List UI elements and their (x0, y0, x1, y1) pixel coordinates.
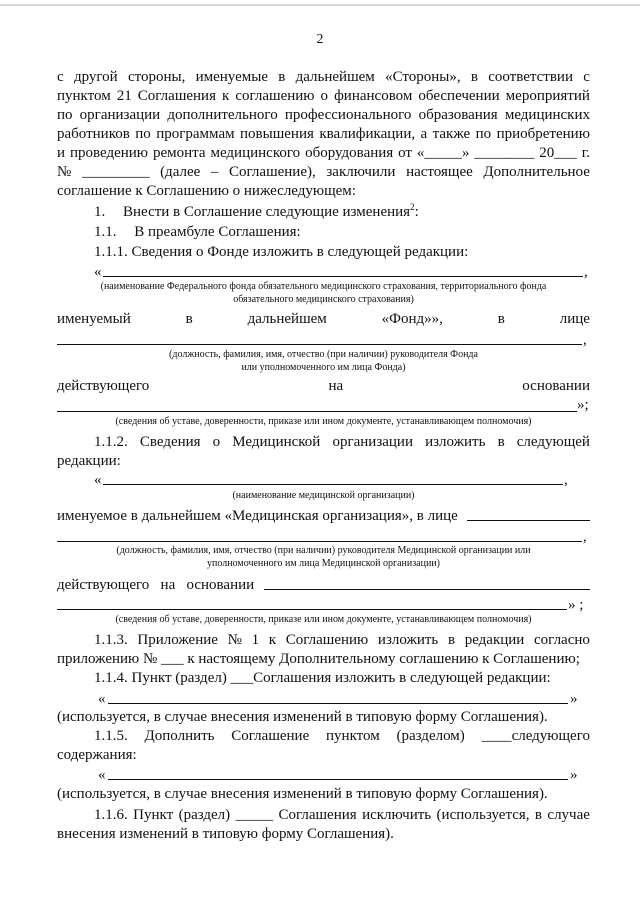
word: о (320, 88, 329, 104)
word: основании (522, 378, 590, 394)
mo-named-line: именуемое в дальнейшем «Медицинская организация», в лице (57, 508, 458, 524)
word: Сведения (139, 434, 201, 450)
word: о (212, 434, 221, 450)
intro-line-6 (57, 163, 590, 181)
word: согласно (534, 632, 590, 648)
item-1-1-5-line-1 (94, 727, 590, 745)
word: редакции (464, 632, 525, 648)
word: (разделом) (396, 728, 465, 744)
word: соглашению (235, 88, 315, 104)
mo-named-blank (467, 520, 590, 521)
word: Медицинской (232, 434, 321, 450)
page-number: 2 (316, 32, 324, 47)
word: образования (418, 107, 498, 123)
item-1-1-5-close-quote: » (570, 767, 578, 783)
word: Соглашению (285, 632, 369, 648)
word: медицинских (504, 107, 590, 123)
word: изложить (377, 632, 439, 648)
item-1 (94, 203, 419, 221)
mo-basis-end: » ; (568, 597, 584, 613)
word: следующей (516, 434, 590, 450)
word: в (278, 69, 286, 85)
item-1-1-2-line-1 (94, 433, 590, 451)
word: (раздел) (178, 807, 231, 823)
item-1-1-5-open-quote: « (98, 767, 106, 783)
item-1-1-1: 1.1.1. Сведения о Фонде изложить в следующей редакции: (94, 244, 469, 260)
word: _____ (235, 807, 274, 823)
word: обеспечении (418, 88, 500, 104)
word: Соглашение (231, 728, 310, 744)
word: именуемый (57, 311, 131, 327)
intro-line-4 (57, 125, 590, 143)
word: мероприятий (505, 88, 590, 104)
word: случае (547, 807, 590, 823)
word: квалификации, (319, 126, 416, 142)
word: действующего (57, 378, 150, 394)
word: лице (559, 311, 590, 327)
word: также (432, 126, 471, 142)
word: именуемые (195, 69, 268, 85)
scan-top-border (0, 4, 640, 6)
mo-name-comma: , (564, 472, 568, 488)
word: 1 (251, 632, 260, 648)
fund-basis-end: »; (577, 397, 589, 413)
word: Дополнить (144, 728, 215, 744)
word: (далее (160, 164, 201, 180)
intro-line-1 (57, 68, 590, 86)
word: организации (79, 107, 161, 123)
fund-head-comma: , (583, 332, 587, 348)
item-1-1-5-note: (используется, в случае внесения изменений в типовую форму Соглашения). (57, 786, 548, 802)
intro-line-3 (57, 106, 590, 124)
word: с (57, 69, 64, 85)
word: от (398, 145, 412, 161)
item-1-1-4-line-1: 1.1.4. Пункт (раздел) ___Соглашения изложить в следующей редакции: (94, 670, 551, 686)
word: Пункт (133, 807, 174, 823)
fund-name-caption-2: обязательного медицинского страхования) (233, 294, 414, 305)
word: 1.1.3. (94, 632, 128, 648)
fund-name-caption-1: (наименование Федерального фонда обязательного медицинского страхования, территориального фонда (100, 281, 547, 292)
intro-line-5 (57, 144, 590, 162)
word: и (57, 145, 66, 161)
word: г. (581, 145, 590, 161)
mo-basis-line (57, 609, 567, 610)
mo-acting-blank (264, 589, 590, 590)
word: настоящее (406, 164, 473, 180)
word: в (447, 632, 456, 648)
word: изложить (425, 434, 486, 450)
word: работников (57, 126, 130, 142)
word: к (222, 88, 230, 104)
fund-acting-line (57, 377, 590, 395)
item-1-1-6-line-2: внесения изменений в типовую форму Соглашения). (57, 826, 394, 842)
intro-line-7: соглашение к Соглашению о нижеследующем: (57, 183, 356, 199)
fund-head-line (57, 344, 582, 345)
item-1-number: 1. (94, 204, 106, 220)
word: организации (332, 434, 413, 450)
item-1-1-4-line (108, 703, 568, 704)
word: к (268, 632, 277, 648)
word: а (420, 126, 428, 142)
word: по (135, 126, 151, 142)
word: профессионального (284, 107, 412, 123)
item-1-1-4-open-quote: « (98, 691, 106, 707)
word: в (497, 311, 505, 327)
fund-basis-line (57, 411, 577, 412)
word: 20___ (539, 145, 577, 161)
word: дальнейшем (247, 311, 327, 327)
item-1-1-2-line-2: редакции: (57, 453, 121, 469)
word: ____следующего (481, 728, 590, 744)
word: дополнительного (167, 107, 278, 123)
word: пунктом (57, 88, 111, 104)
word: Соглашение), (229, 164, 316, 180)
fund-name-comma: , (584, 264, 588, 280)
word: в (470, 69, 478, 85)
word: 21 (116, 88, 132, 104)
mo-acting-line: действующего на основании (57, 577, 255, 593)
mo-head-line (57, 541, 582, 542)
word: (используется, (436, 807, 530, 823)
word: на (328, 378, 344, 394)
word: пунктом (326, 728, 380, 744)
item-1-1-text: В преамбуле Соглашения: (134, 224, 301, 240)
word: «Стороны», (385, 69, 461, 85)
mo-name-caption: (наименование медицинской организации) (232, 490, 415, 501)
word: Соглашения (278, 807, 357, 823)
word: 1.1.6. (94, 807, 128, 823)
word: стороны, (127, 69, 186, 85)
word: «Фонд»», (381, 311, 443, 327)
item-1-1 (94, 223, 301, 241)
fund-head-caption-2: или уполномоченного им лица Фонда) (241, 362, 406, 373)
word: в (185, 311, 193, 327)
word: Соглашения (137, 88, 216, 104)
word: ________ (474, 145, 535, 161)
item-1-1-number: 1.1. (94, 224, 117, 240)
fund-name-open-quote: « (94, 264, 102, 280)
word: по (57, 107, 73, 123)
word: 1.1.2. (94, 434, 128, 450)
word: другой (73, 69, 118, 85)
word: в (534, 807, 542, 823)
fund-name-line (103, 276, 583, 277)
item-1-1-6-line-1 (94, 806, 590, 824)
word: исключить (362, 807, 432, 823)
word: 1.1.5. (94, 728, 128, 744)
word: соответствии (488, 69, 573, 85)
fund-basis-caption: (сведения об уставе, доверенности, приказе или ином документе, устанавливающем полномочия) (115, 416, 532, 427)
mo-head-caption-1: (должность, фамилия, имя, отчество (при наличии) руководителя Медицинской организации или (116, 545, 531, 556)
word: заключили (326, 164, 396, 180)
word: медицинского (210, 145, 301, 161)
word: ремонта (152, 145, 206, 161)
item-1-text: Внести в Соглашение следующие изменения (123, 204, 411, 220)
mo-head-comma: , (583, 529, 587, 545)
mo-head-caption-2: уполномоченного им лица Медицинской организации) (207, 558, 440, 569)
word: дальнейшем (295, 69, 375, 85)
word: № (227, 632, 242, 648)
word: проведению (69, 145, 149, 161)
fund-head-caption-1: (должность, фамилия, имя, отчество (при наличии) руководителя Фонда (169, 349, 478, 360)
mo-name-open-quote: « (94, 472, 102, 488)
word: приобретению (496, 126, 590, 142)
item-1-1-4-close-quote: » (570, 691, 578, 707)
word: Дополнительное (483, 164, 590, 180)
fund-named-line (57, 310, 590, 328)
mo-name-line (103, 484, 563, 485)
mo-basis-caption: (сведения об уставе, доверенности, приказе или ином документе, устанавливающем полномочия) (115, 614, 532, 625)
item-1-1-3-line-1 (94, 631, 590, 649)
word: по (475, 126, 492, 142)
item-1-1-5-line-2: содержания: (57, 747, 137, 763)
word: «_____» (416, 145, 470, 161)
word: с (583, 69, 590, 85)
item-1-1-4-note: (используется, в случае внесения изменений в типовую форму Соглашения). (57, 709, 548, 725)
word: программам (156, 126, 235, 142)
word: повышения (240, 126, 314, 142)
footnote-mark: 2 (410, 202, 415, 212)
word: _________ (81, 164, 150, 180)
item-1-colon: : (414, 204, 419, 220)
intro-line-2 (57, 87, 590, 105)
word: в (497, 434, 505, 450)
item-1-1-3-line-2: приложению № ___ к настоящему Дополнительному соглашению к Соглашению; (57, 651, 580, 667)
item-1-1-5-line (108, 779, 568, 780)
word: № (57, 164, 72, 180)
word: – (210, 164, 219, 180)
word: Приложение (137, 632, 218, 648)
word: оборудования (305, 145, 394, 161)
word: финансовом (334, 88, 413, 104)
